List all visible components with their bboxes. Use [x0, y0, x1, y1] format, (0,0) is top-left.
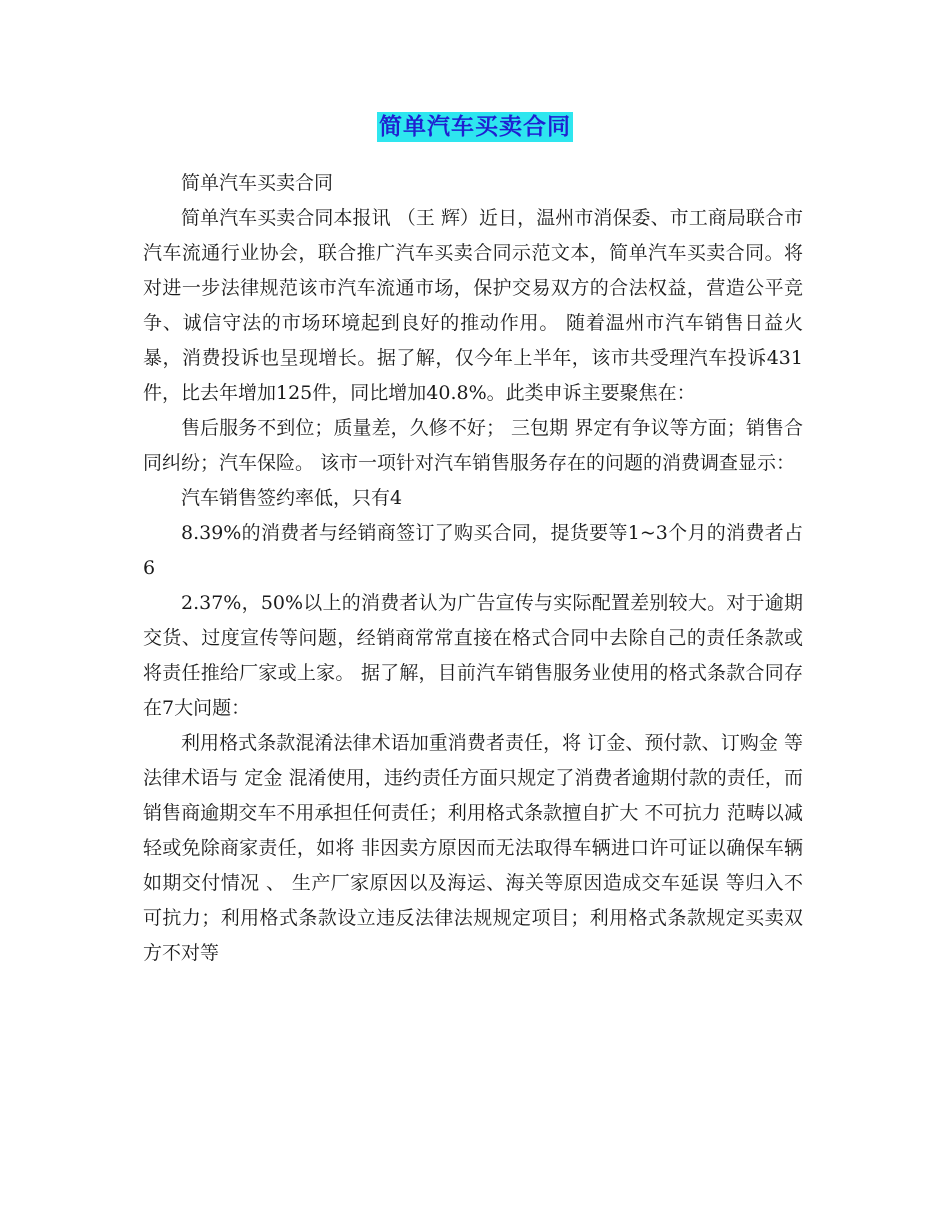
document-title: 简单汽车买卖合同	[379, 114, 571, 140]
paragraph-complaints: 售后服务不到位；质量差，久修不好； 三包期 界定有争议等方面；销售合同纠纷；汽车保险。 该市一项针对汽车销售服务存在的问题的消费调查显示：	[143, 417, 803, 474]
paragraph-advertising: 2.37%，50%以上的消费者认为广告宣传与实际配置差别较大。对于逾期交货、过度宣传等问题，经销商常常直接在格式合同中去除自己的责任条款或将责任推给厂家或上家。 据了解，目前汽车销售服务业使用的格式条款合同存在7大问题：	[143, 592, 803, 719]
title-wrap	[0, 112, 950, 142]
paragraph-heading: 简单汽车买卖合同	[181, 172, 334, 194]
paragraph-format-clauses: 利用格式条款混淆法律术语加重消费者责任，将 订金、预付款、订购金 等法律术语与 定金 混淆使用，违约责任方面只规定了消费者逾期付款的责任，而销售商逾期交车不用承担任何责任；利用格式条款擅自扩大 不可抗力 范畴以减轻或免除商家责任，如将 非因卖方原因而无法取得车辆进口许可证以确保车辆如期交付情况 、 生产厂家原因以及海运、海关等原因造成交车延误 等归入不可抗力；利用格式条款设立违反法律法规规定项目；利用格式条款规定买卖双方不对等	[143, 732, 803, 964]
paragraph-contract-share: 8.39%的消费者与经销商签订了购买合同，提货要等1~3个月的消费者占6	[143, 522, 803, 579]
document-body	[143, 166, 803, 971]
paragraph-intro: 简单汽车买卖合同本报讯 （王 辉）近日，温州市消保委、市工商局联合市汽车流通行业协会，联合推广汽车买卖合同示范文本，简单汽车买卖合同。将对进一步法律规范该市汽车流通市场，保护交易双方的合法权益，营造公平竞争、诚信守法的市场环境起到良好的推动作用。 随着温州市汽车销售日益火暴，消费投诉也呈现增长。据了解，仅今年上半年，该市共受理汽车投诉431件，比去年增加125件，同比增加40.8%。此类申诉主要聚焦在：	[143, 207, 803, 404]
paragraph-signing-rate: 汽车销售签约率低，只有4	[181, 487, 403, 509]
